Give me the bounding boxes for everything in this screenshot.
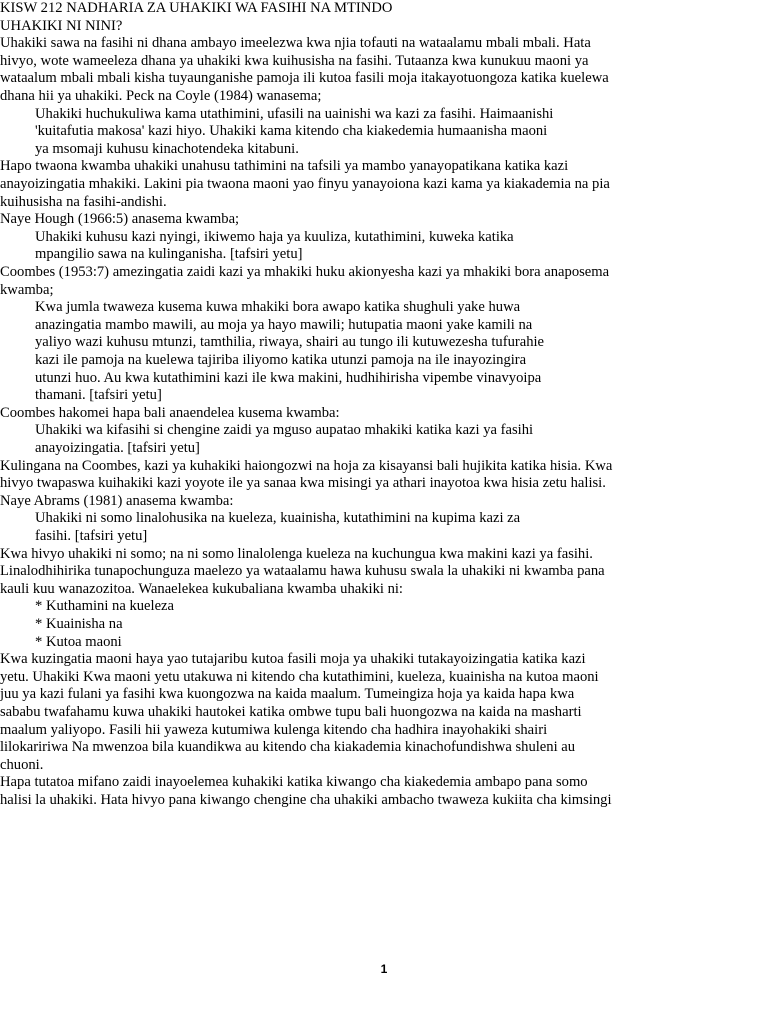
quote-line: * Kuainisha na: [35, 616, 123, 632]
quote-line: Uhakiki huchukuliwa kama utathimini, ufasili na uainishi wa kazi za fasihi. Haimaanishi: [35, 105, 554, 122]
text-line: Kwa kuzingatia maoni haya yao tutajaribu kutoa fasili moja ya uhakiki tutakayoizingatia katika kazi: [0, 651, 586, 668]
text-line: Coombes (1953:7) amezingatia zaidi kazi ya mhakiki huku akionyesha kazi ya mhakiki bora anaposema: [0, 264, 610, 280]
text-line: hivyo twapaswa kuihakiki kazi yoyote ile ya sanaa kwa misingi ya athari inayotoa kwa hisia zetu halisi.: [0, 475, 606, 492]
text-line: yetu. Uhakiki Kwa maoni yetu utakuwa ni kitendo cha kutathimini, kueleza, kuainisha na kutoa maoni: [0, 668, 599, 685]
text-line: Hapa tutatoa mifano zaidi inayoelemea kuhakiki katika kiwango cha kiakedemia ambapo pana somo: [0, 774, 588, 791]
text-line: Naye Abrams (1981) anasema kwamba:: [0, 492, 234, 509]
text-line: lilokaririwa Na mwenzoa bila kuandikwa au kitendo cha kiakademia kinachofundishwa shuleni au: [0, 739, 576, 756]
text-line: Kwa hivyo uhakiki ni somo; na ni somo linalolenga kueleza na kuchungua kwa makini kazi ya fasihi.: [0, 545, 593, 562]
quote-line: Kwa jumla twaweza kusema kuwa mhakiki bora awapo katika shughuli yake huwa: [35, 299, 521, 316]
text-line: Naye Hough (1966:5) anasema kwamba;: [0, 211, 240, 228]
text-line: chuoni.: [0, 756, 44, 773]
text-line: halisi la uhakiki. Hata hivyo pana kiwango chengine cha uhakiki ambacho twaweza kukiita cha kimsingi: [0, 792, 612, 808]
quote-line: anazingatia mambo mawili, au moja ya hayo mawili; hutupatia maoni yake kamili na: [35, 316, 533, 333]
quote-line: * Kuthamini na kueleza: [35, 598, 174, 615]
quote-line: anayoizingatia. [tafsiri yetu]: [35, 440, 200, 456]
quote-line: kazi ile pamoja na kuelewa tajiriba iliyomo katika utunzi pamoja na ile inayozingira: [35, 352, 527, 368]
quote-line: ya msomaji kuhusu kinachotendeka kitabuni.: [35, 140, 299, 157]
text-line: Hapo twaona kwamba uhakiki unahusu tathimini na tafsili ya mambo yanayopatikana katika kazi: [0, 158, 569, 175]
text-line: Linalodhihirika tunapochunguza maelezo ya wataalamu hawa kuhusu swala la uhakiki ni kwamba pana: [0, 563, 605, 580]
quote-line: 'kuitafutia makosa' kazi hiyo. Uhakiki kama kitendo cha kiakedemia humaanisha maoni: [35, 123, 548, 140]
quote-line: thamani. [tafsiri yetu]: [35, 387, 162, 404]
quote-line: Uhakiki ni somo linalohusika na kueleza, kuainisha, kutathimini na kupima kazi za: [35, 510, 521, 527]
quote-line: yaliyo wazi kuhusu mtunzi, tamthilia, riwaya, shairi au tungo ili kutuwezesha tufurahie: [35, 334, 545, 351]
quote-line: fasihi. [tafsiri yetu]: [35, 528, 148, 544]
text-line: sababu twafahamu kuwa uhakiki hautokei katika ombwe tupu bali huongozwa na kaida na masharti: [0, 704, 582, 720]
text-line: UHAKIKI NI NINI?: [0, 17, 123, 34]
text-line: Coombes hakomei hapa bali anaendelea kusema kwamba:: [0, 404, 340, 421]
page-number: 1: [380, 962, 388, 976]
text-line: kwamba;: [0, 281, 54, 298]
text-line: Kulingana na Coombes, kazi ya kuhakiki haiongozwi na hoja za kisayansi bali hujikita katika hisia. Kwa: [0, 457, 613, 474]
text-line: anayoizingatia mhakiki. Lakini pia twaona maoni yao finyu yanayoiona kazi kama ya kiakademia na pia: [0, 176, 610, 192]
text-line: maalum yaliyopo. Fasili hii yaweza kutumiwa kulenga kitendo cha hadhira inayohakiki shairi: [0, 721, 548, 738]
text-line: wataalum mbali mbali kisha tuyaunganishe pamoja ili kutoa fasili moja itakayotuongoza katika kuelewa: [0, 70, 609, 87]
text-line: hivyo, wote wameeleza dhana ya uhakiki kwa kuihusisha na fasihi. Tutaanza kwa kunukuu maoni ya: [0, 52, 589, 69]
quote-line: Uhakiki kuhusu kazi nyingi, ikiwemo haja ya kuuliza, kutathimini, kuweka katika: [35, 228, 514, 245]
text-line: juu ya kazi fulani ya fasihi kwa kuongozwa na kaida maalum. Tumeingiza hoja ya kaida hapa kwa: [0, 686, 575, 703]
quote-line: utunzi huo. Au kwa kutathimini kazi ile kwa makini, hudhihirisha vipembe vinavyoipa: [35, 369, 542, 386]
quote-line: mpangilio sawa na kulinganisha. [tafsiri yetu]: [35, 246, 303, 263]
quote-line: Uhakiki wa kifasihi si chengine zaidi ya mguso aupatao mhakiki katika kazi ya fasihi: [35, 422, 534, 439]
text-line: dhana hii ya uhakiki. Peck na Coyle (1984) wanasema;: [0, 88, 322, 104]
text-line: Uhakiki sawa na fasihi ni dhana ambayo imeelezwa kwa njia tofauti na wataalamu mbali mbali. Hata: [0, 35, 591, 52]
text-line: KISW 212 NADHARIA ZA UHAKIKI WA FASIHI NA MTINDO: [0, 0, 393, 16]
text-line: kauli kuu wanazozitoa. Wanaelekea kukubaliana kwamba uhakiki ni:: [0, 580, 403, 597]
text-line: kuihusisha na fasihi-andishi.: [0, 193, 167, 210]
quote-line: * Kutoa maoni: [35, 633, 122, 650]
